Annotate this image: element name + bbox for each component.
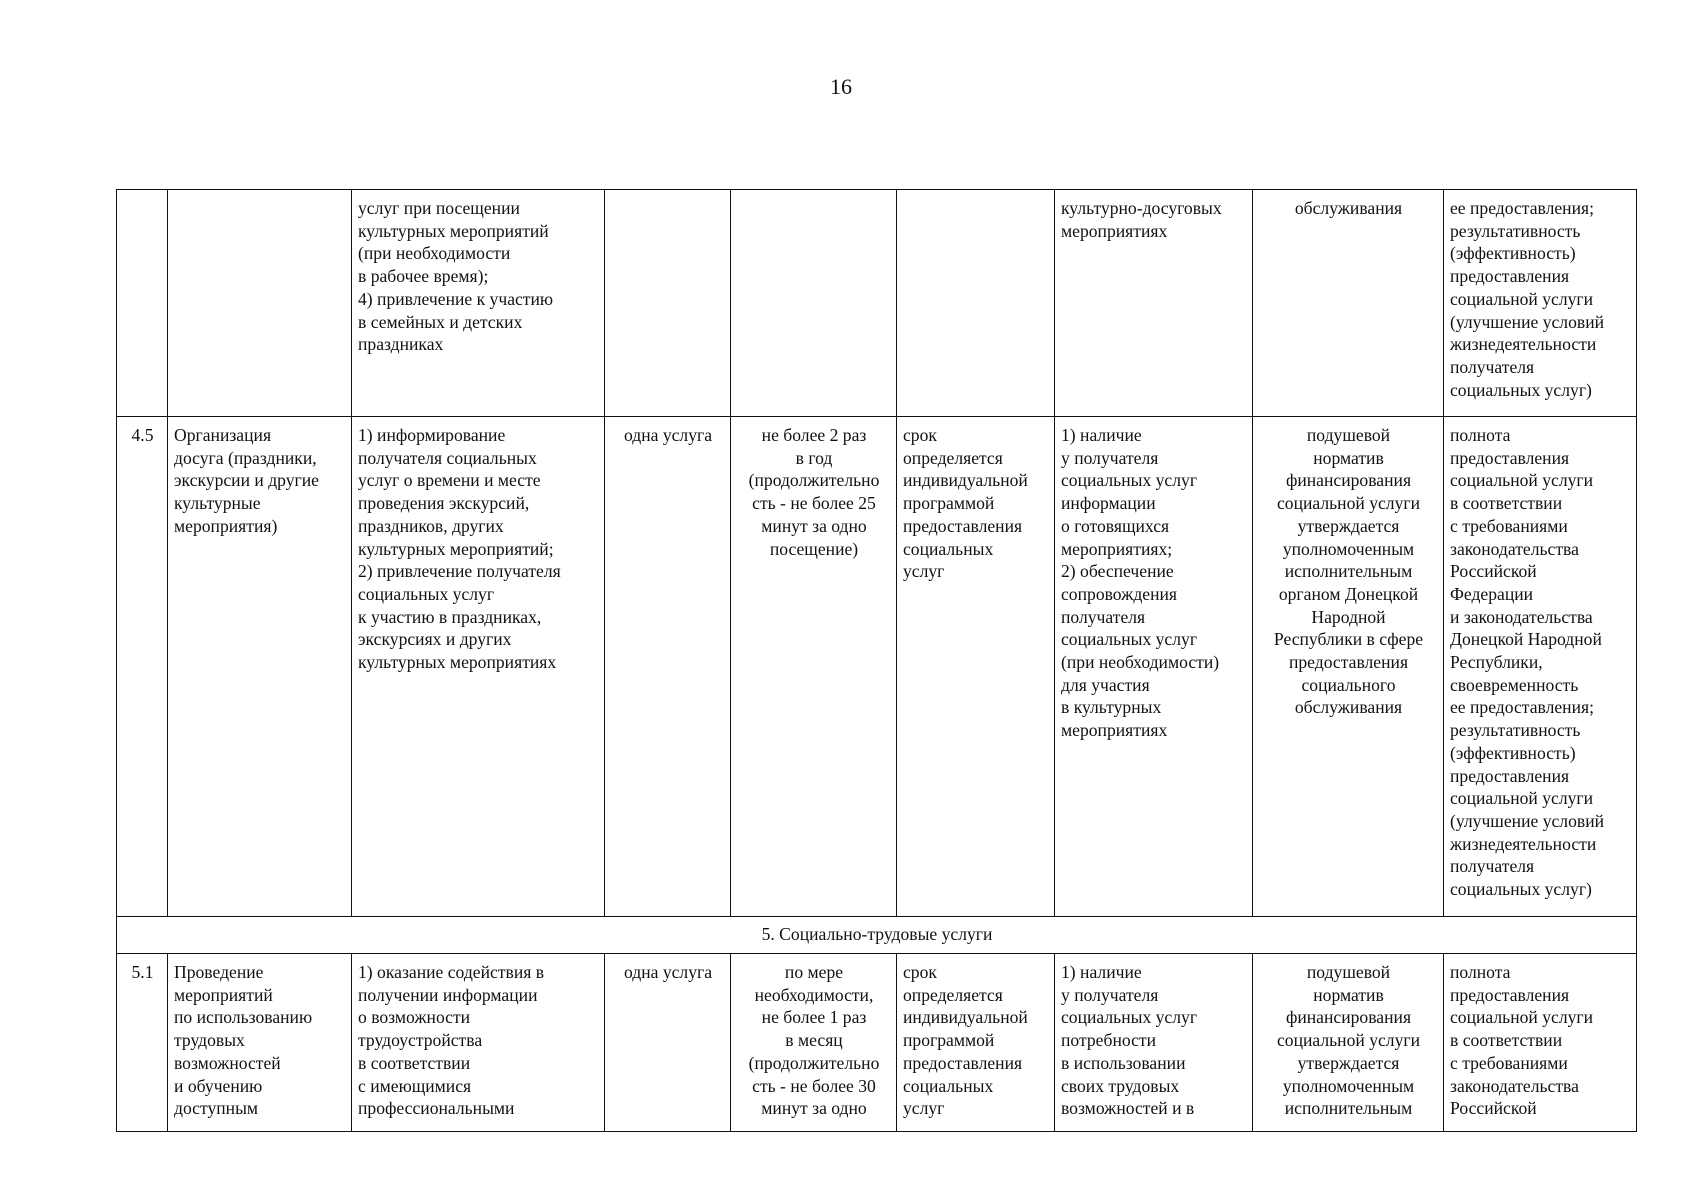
table-row xyxy=(117,954,1637,1132)
section-heading: 5. Социально-трудовые услуги xyxy=(117,917,1637,954)
table-row xyxy=(117,190,1637,417)
services-table xyxy=(116,189,1637,1132)
row-number: 4.5 xyxy=(117,417,168,917)
service-unit: одна услуга xyxy=(605,417,731,917)
service-name: Проведение мероприятий по использованию трудовых возможностей и обучению доступным xyxy=(168,954,352,1132)
service-content: 1) оказание содействия в получении информации о возможности трудоустройства в соответствии с имеющимися профессиональными xyxy=(352,954,605,1132)
service-financing: подушевой норматив финансирования социальной услуги утверждается уполномоченным исполнительным xyxy=(1253,954,1444,1132)
service-name: Организация досуга (праздники, экскурсии и другие культурные мероприятия) xyxy=(168,417,352,917)
section-heading-row xyxy=(117,917,1637,954)
row-number: 5.1 xyxy=(117,954,168,1132)
service-content: услуг при посещении культурных мероприятий (при необходимости в рабочее время); 4) привлечение к участию в семейных и детских праздниках xyxy=(352,190,605,417)
service-financing: обслуживания xyxy=(1253,190,1444,417)
service-quality: ее предоставления; результативность (эффективность) предоставления социальной услуги (улучшение условий жизнедеятельности получателя социальных услуг) xyxy=(1444,190,1637,417)
service-term: срок определяется индивидуальной программой предоставления социальных услуг xyxy=(897,954,1055,1132)
table-row xyxy=(117,417,1637,917)
service-name xyxy=(168,190,352,417)
service-unit: одна услуга xyxy=(605,954,731,1132)
service-quality: полнота предоставления социальной услуги в соответствии с требованиями законодательства Российской Федерации и законодательства Донецкой Народной Республики, своевременность ее предоставления; результативность (эффективность) предоставления социальной услуги (улучшение условий жизнедеятельности получателя социальных услуг) xyxy=(1444,417,1637,917)
service-frequency: по мере необходимости, не более 1 раз в месяц (продолжительно сть - не более 30 минут за одно xyxy=(731,954,897,1132)
service-frequency: не более 2 раз в год (продолжительно сть - не более 25 минут за одно посещение) xyxy=(731,417,897,917)
service-quality: полнота предоставления социальной услуги в соответствии с требованиями законодательства Российской xyxy=(1444,954,1637,1132)
service-unit xyxy=(605,190,731,417)
service-content: 1) информирование получателя социальных услуг о времени и месте проведения экскурсий, праздников, других культурных мероприятий; 2) привлечение получателя социальных услуг к участию в праздниках, экскурсиях и других культурных мероприятиях xyxy=(352,417,605,917)
service-conditions: 1) наличие у получателя социальных услуг потребности в использовании своих трудовых возможностей и в xyxy=(1055,954,1253,1132)
row-number xyxy=(117,190,168,417)
service-conditions: 1) наличие у получателя социальных услуг информации о готовящихся мероприятиях; 2) обеспечение сопровождения получателя социальных услуг (при необходимости) для участия в культурных мероприятиях xyxy=(1055,417,1253,917)
service-term xyxy=(897,190,1055,417)
service-term: срок определяется индивидуальной программой предоставления социальных услуг xyxy=(897,417,1055,917)
page-number: 16 xyxy=(830,74,852,99)
service-financing: подушевой норматив финансирования социальной услуги утверждается уполномоченным исполнительным органом Донецкой Народной Республики в сфере предоставления социального обслуживания xyxy=(1253,417,1444,917)
service-frequency xyxy=(731,190,897,417)
service-conditions: культурно-досуговых мероприятиях xyxy=(1055,190,1253,417)
